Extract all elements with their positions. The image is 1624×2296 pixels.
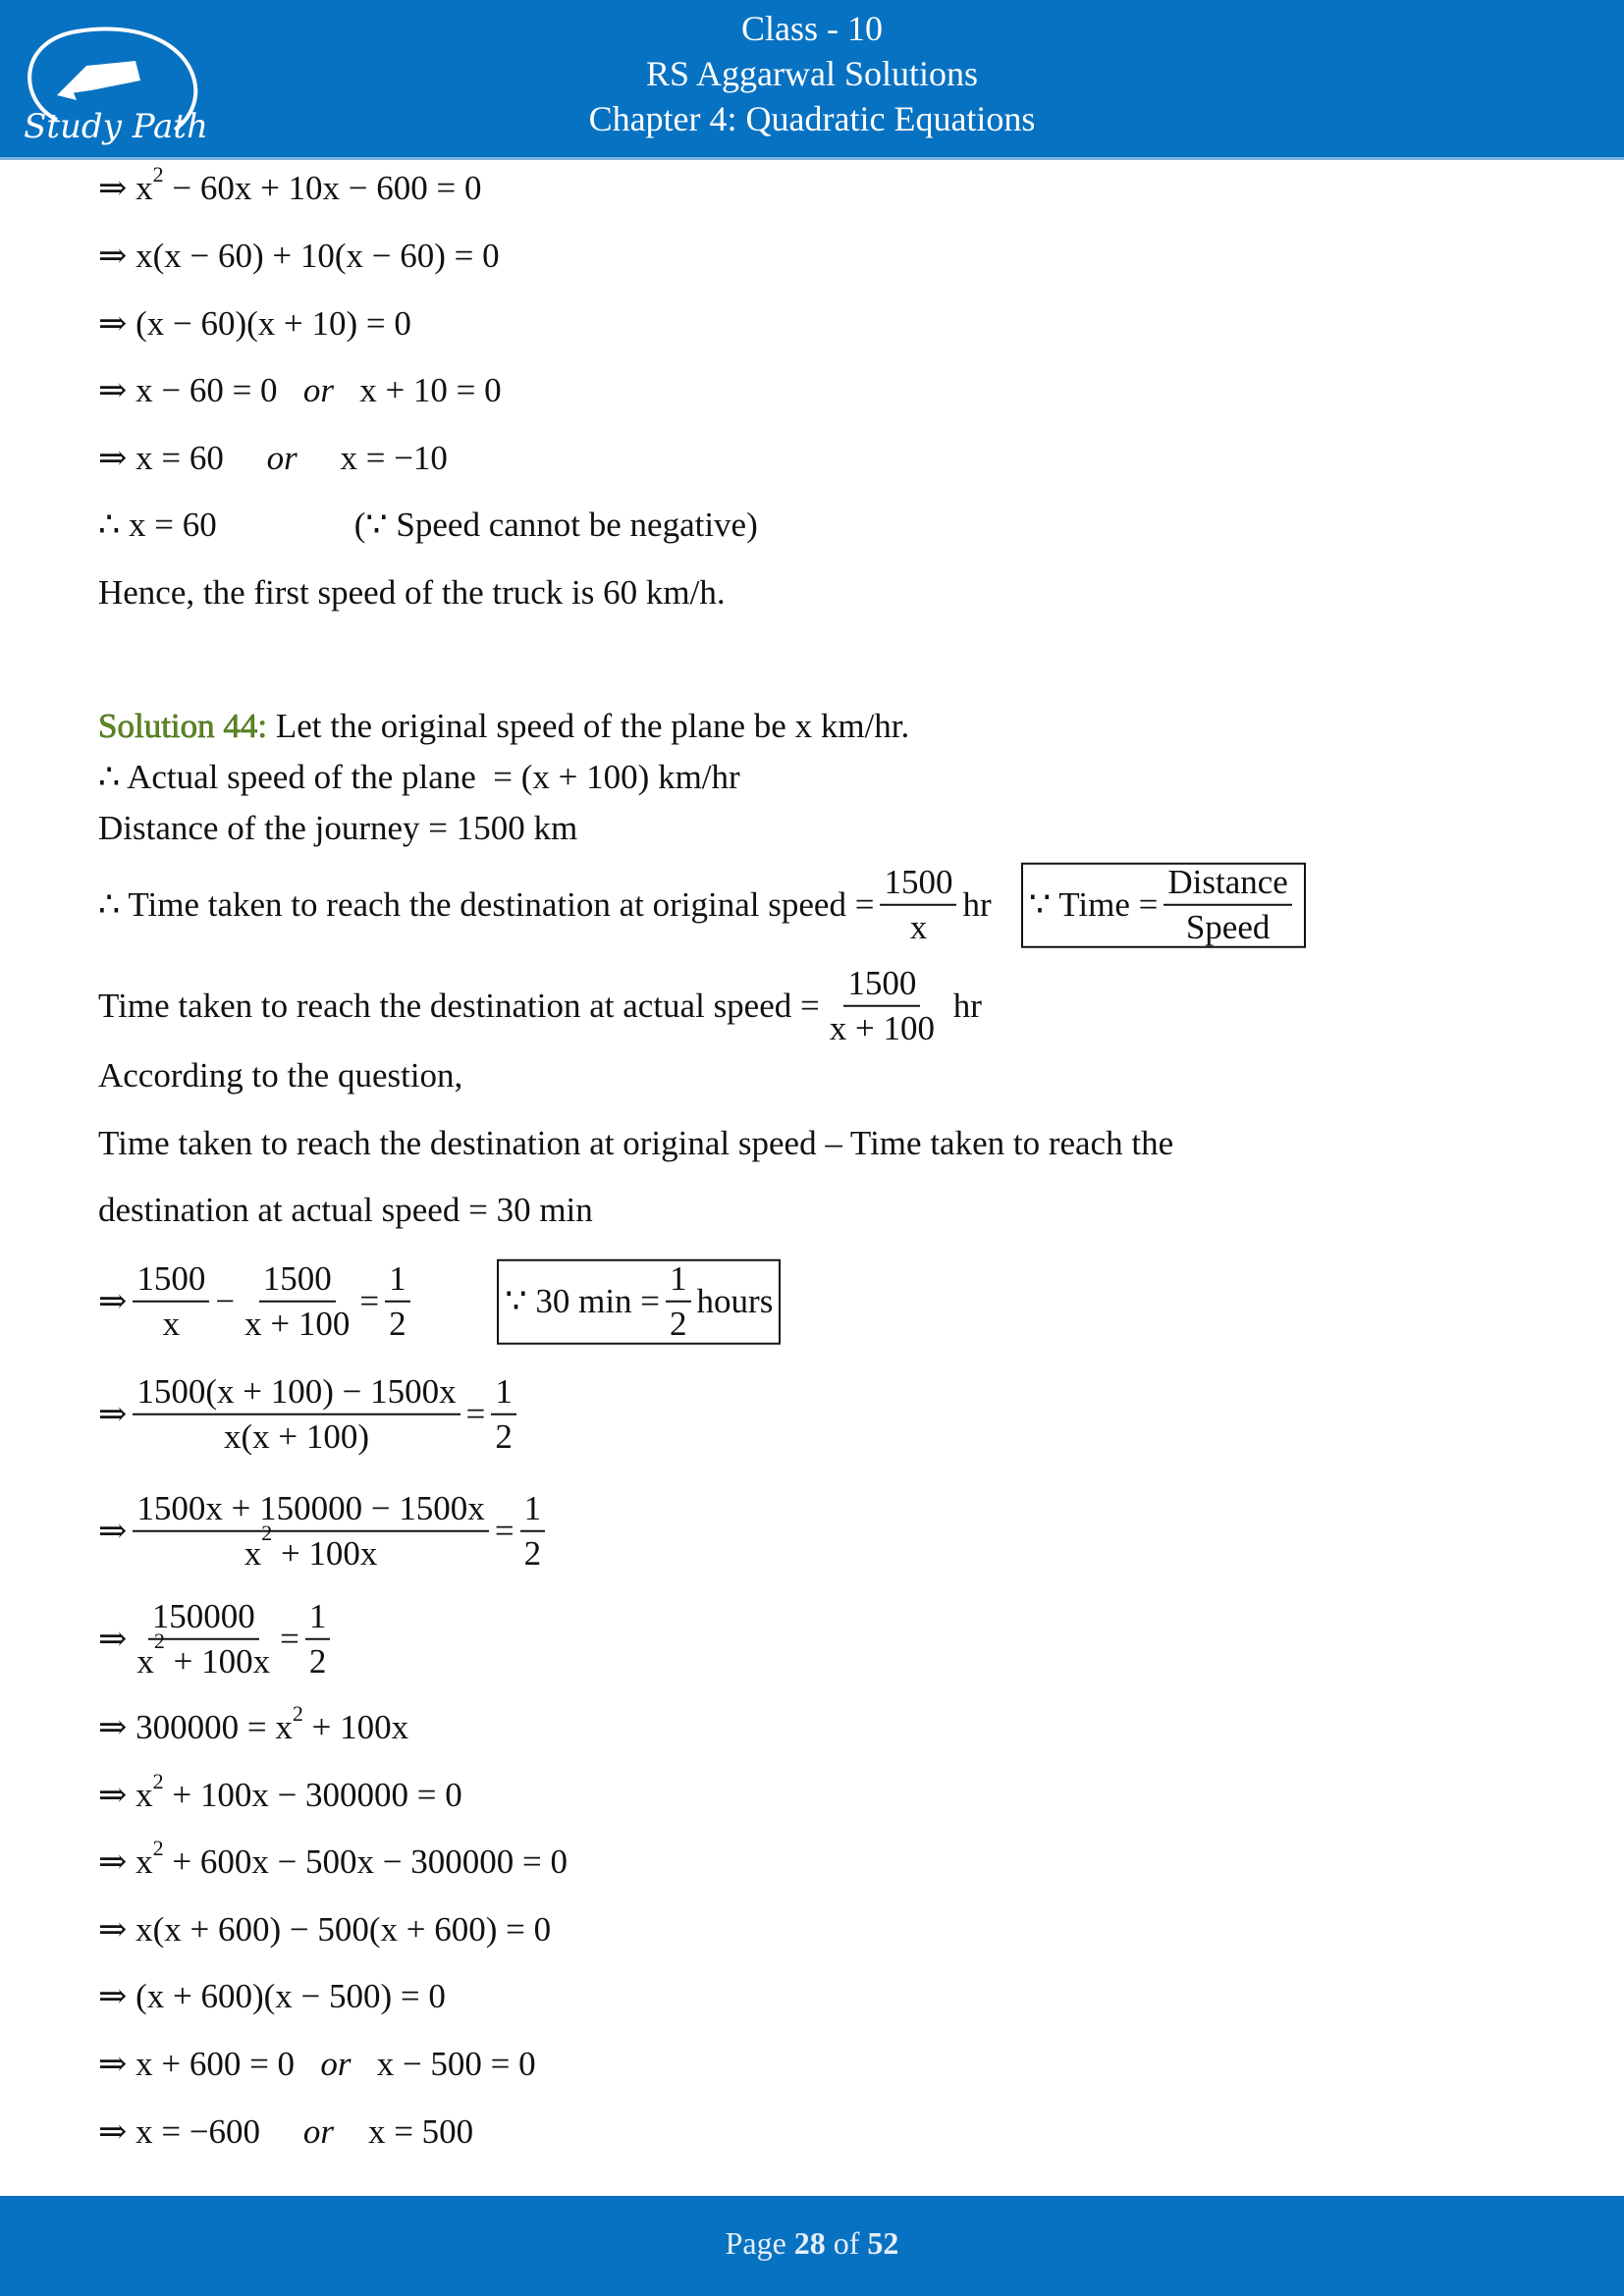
- math-text: 1500: [262, 1258, 332, 1298]
- fraction: [491, 1372, 516, 1458]
- math-text: 150000: [151, 1596, 255, 1635]
- numerator: [1164, 863, 1291, 906]
- math-text: + 100x: [164, 1642, 271, 1681]
- math-text: Time taken to reach the destination at actual speed =: [98, 986, 820, 1025]
- fraction: [241, 1259, 353, 1345]
- math-text: + 600x − 500x − 300000 = 0: [163, 1842, 568, 1881]
- math-text: 1: [389, 1258, 406, 1298]
- math-text: =: [359, 1281, 380, 1320]
- superscript: 2: [261, 1521, 273, 1545]
- solution-line: [98, 1836, 568, 1882]
- math-text: 2: [308, 1642, 327, 1681]
- solution-line: [98, 1910, 551, 1949]
- denominator: [1182, 906, 1274, 947]
- denominator: [159, 1303, 185, 1344]
- page-current: 28: [793, 2225, 826, 2261]
- numerator: [385, 1259, 410, 1303]
- solution-line: [98, 1769, 462, 1815]
- solution-line: [98, 1701, 409, 1747]
- solution-line: [98, 1259, 785, 1345]
- page-header: [0, 0, 1624, 160]
- superscript: 2: [153, 1629, 165, 1653]
- math-text: hr: [962, 884, 1017, 924]
- numerator: [843, 964, 920, 1007]
- math-text: 1: [523, 1488, 542, 1527]
- math-text: destination at actual speed = 30 min: [98, 1190, 593, 1229]
- math-text: ⇒ (x − 60)(x + 10) = 0: [98, 303, 411, 343]
- math-text: 1500: [884, 862, 953, 901]
- page-prefix: Page: [725, 2225, 794, 2261]
- header-class: Class - 10: [741, 9, 883, 48]
- math-text: hr: [945, 986, 982, 1025]
- numerator: [666, 1259, 691, 1303]
- solution-line: [98, 863, 1310, 948]
- or-word: or: [320, 2044, 352, 2083]
- fraction: [133, 1597, 274, 1682]
- math-text: x = 500: [333, 2111, 474, 2151]
- math-text: Distance: [1167, 862, 1288, 901]
- solution-line: [98, 809, 577, 848]
- math-text: 1: [670, 1258, 687, 1298]
- math-text: Distance of the journey = 1500 km: [98, 808, 578, 847]
- denominator: [241, 1521, 382, 1574]
- math-text: ⇒ 300000 = x: [98, 1707, 293, 1746]
- math-text: x + 100: [829, 1009, 935, 1047]
- math-text: [416, 1282, 494, 1321]
- math-text: Time taken to reach the destination at original speed – Time taken to reach the: [98, 1123, 1174, 1162]
- math-text: ∵ 30 min =: [505, 1281, 661, 1320]
- math-text: Let the original speed of the plane be x km/hr.: [267, 706, 910, 745]
- math-text: Speed: [1185, 908, 1271, 946]
- solution-line: [98, 1597, 336, 1682]
- fraction: [385, 1259, 410, 1345]
- denominator: [520, 1532, 546, 1574]
- solution-line: [98, 1977, 446, 2016]
- fraction: [520, 1489, 546, 1575]
- math-text: x: [244, 1534, 262, 1573]
- header-chapter: Chapter 4: Quadratic Equations: [588, 99, 1036, 138]
- solution-line: [98, 1191, 593, 1230]
- solution-line: [98, 1489, 551, 1575]
- fraction: [133, 1259, 209, 1345]
- numerator: [133, 1489, 488, 1532]
- math-text: 1: [495, 1371, 513, 1411]
- math-text: x − 500 = 0: [351, 2044, 536, 2083]
- denominator: [133, 1629, 274, 1682]
- math-text: x: [136, 1642, 154, 1681]
- math-text: 1: [308, 1596, 327, 1635]
- solution-line: [98, 1372, 522, 1458]
- math-text: ⇒ x: [98, 1842, 153, 1881]
- math-text: x + 100: [244, 1305, 351, 1343]
- solution-line: [98, 1056, 462, 1095]
- math-text: + 100x: [302, 1707, 409, 1746]
- fraction: [666, 1259, 691, 1345]
- math-text: x = −10: [297, 438, 448, 477]
- math-text: ∴ Actual speed of the plane = (x + 100) km/hr: [98, 757, 740, 796]
- page-number: [0, 2225, 1624, 2262]
- fraction: [1164, 863, 1291, 948]
- denominator: [491, 1415, 516, 1457]
- solution-line: [98, 1124, 1173, 1163]
- math-text: − 60x + 10x − 600 = 0: [163, 168, 482, 207]
- math-text: 1500(x + 100) − 1500x: [136, 1371, 457, 1411]
- math-text: −: [215, 1281, 236, 1320]
- math-text: =: [280, 1619, 299, 1658]
- math-text: According to the question,: [98, 1055, 463, 1095]
- math-text: ⇒ x − 60 = 0: [98, 370, 303, 409]
- solution-line: [98, 2112, 473, 2152]
- solution-line: [98, 964, 982, 1049]
- numerator: [305, 1597, 331, 1640]
- numerator: [520, 1489, 546, 1532]
- solution-line: [98, 707, 909, 746]
- denominator: [241, 1303, 353, 1344]
- math-text: ⇒: [98, 1619, 128, 1658]
- solution-line: [98, 758, 740, 797]
- fraction: [305, 1597, 331, 1682]
- page-of: of: [825, 2225, 868, 2261]
- math-text: =: [465, 1394, 486, 1433]
- math-text: ⇒ x(x + 600) − 500(x + 600) = 0: [98, 1909, 552, 1949]
- superscript: 2: [152, 1769, 164, 1794]
- denominator: [906, 906, 932, 947]
- fraction: [133, 1372, 460, 1458]
- denominator: [826, 1007, 939, 1048]
- solution-label: Solution 44:: [98, 706, 268, 745]
- bracket-note: [1021, 863, 1306, 948]
- math-text: ∴ Time taken to reach the destination at original speed =: [98, 884, 875, 924]
- denominator: [305, 1640, 331, 1682]
- superscript: 2: [152, 162, 164, 187]
- math-text: ⇒ x: [98, 1775, 153, 1814]
- or-word: or: [266, 438, 298, 477]
- numerator: [133, 1259, 209, 1303]
- math-text: x: [162, 1305, 181, 1343]
- math-text: Hence, the first speed of the truck is 60 km/h.: [98, 572, 726, 612]
- numerator: [880, 863, 956, 906]
- or-word: or: [302, 370, 334, 409]
- header-book: RS Aggarwal Solutions: [645, 54, 979, 93]
- math-text: ⇒: [98, 1394, 128, 1433]
- solution-line: [98, 237, 500, 276]
- numerator: [133, 1372, 460, 1415]
- page-footer: [0, 2196, 1624, 2296]
- math-text: + 100x − 300000 = 0: [163, 1775, 462, 1814]
- math-text: ⇒ x + 600 = 0: [98, 2044, 321, 2083]
- page-total: 52: [867, 2225, 899, 2261]
- math-text: ∴ x = 60 (∵ Speed cannot be negative): [98, 505, 758, 544]
- denominator: [220, 1415, 373, 1457]
- math-text: x(x + 100): [223, 1417, 369, 1456]
- math-text: ⇒ x: [98, 168, 153, 207]
- solution-line: [98, 2045, 536, 2084]
- solution-line: [98, 162, 482, 208]
- solution-line: [98, 304, 411, 344]
- superscript: 2: [292, 1701, 303, 1727]
- math-text: ⇒ x = 60: [98, 438, 267, 477]
- math-text: ⇒: [98, 1281, 128, 1320]
- math-text: 2: [523, 1534, 542, 1573]
- math-text: 2: [670, 1305, 687, 1343]
- math-text: ∵ Time =: [1028, 884, 1159, 924]
- denominator: [666, 1303, 691, 1344]
- solution-line: [98, 439, 448, 478]
- math-text: ⇒ x = −600: [98, 2111, 303, 2151]
- fraction: [880, 863, 956, 948]
- solution-line: [98, 371, 502, 410]
- denominator: [385, 1303, 410, 1344]
- math-text: x: [909, 908, 928, 946]
- or-word: or: [302, 2111, 334, 2151]
- numerator: [259, 1259, 336, 1303]
- math-text: x + 10 = 0: [333, 370, 502, 409]
- fraction: [826, 964, 939, 1049]
- math-text: 1500: [136, 1258, 206, 1298]
- math-text: + 100x: [272, 1534, 378, 1573]
- logo-text: Study Path: [24, 107, 208, 146]
- math-text: =: [494, 1511, 514, 1550]
- math-text: 2: [495, 1417, 513, 1456]
- solution-line: [98, 506, 758, 545]
- math-text: hours: [696, 1281, 774, 1320]
- math-text: ⇒ x(x − 60) + 10(x − 60) = 0: [98, 236, 500, 275]
- math-text: 1500x + 150000 − 1500x: [136, 1488, 485, 1527]
- math-text: ⇒: [98, 1511, 128, 1550]
- bracket-note: [497, 1259, 781, 1345]
- math-text: ⇒ (x + 600)(x − 500) = 0: [98, 1976, 446, 2015]
- math-text: 2: [389, 1305, 406, 1343]
- superscript: 2: [152, 1836, 164, 1861]
- math-text: 1500: [847, 963, 917, 1002]
- fraction: [133, 1489, 488, 1575]
- numerator: [491, 1372, 516, 1415]
- solution-line: [98, 573, 726, 613]
